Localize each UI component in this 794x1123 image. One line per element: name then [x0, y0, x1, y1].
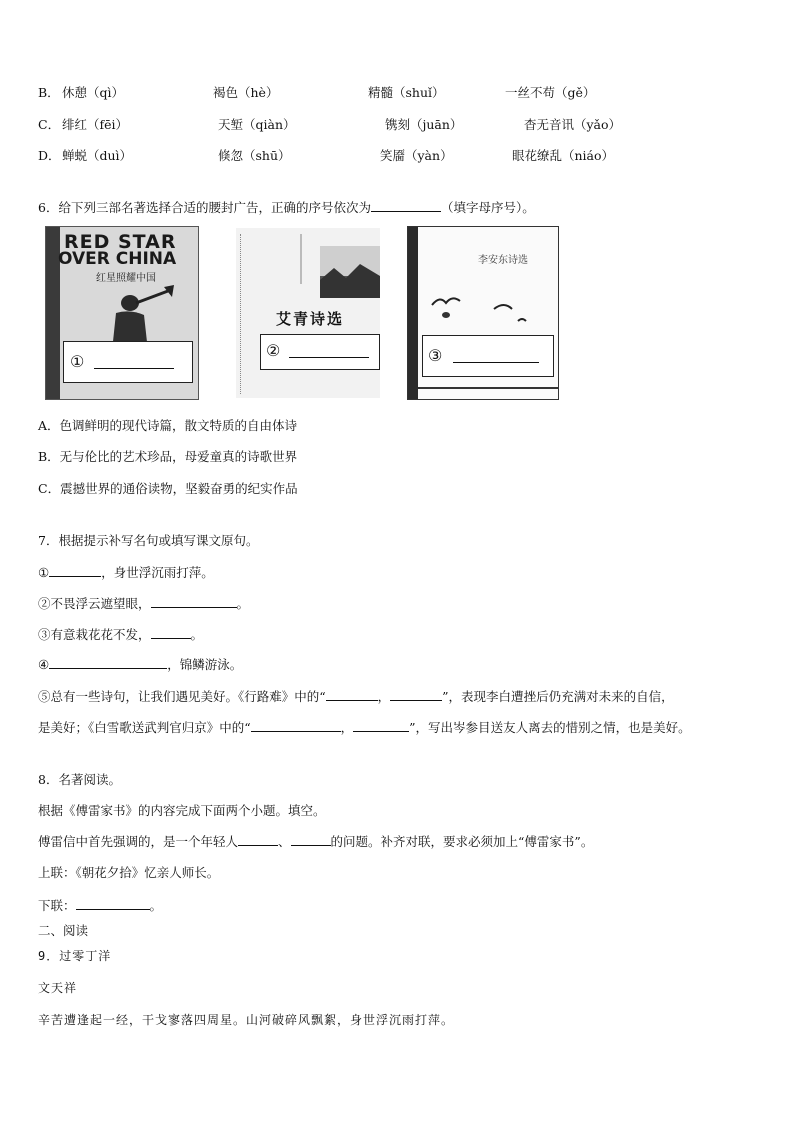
q6-option-c: C．震撼世界的通俗读物，坚毅奋勇的纪实作品 — [38, 481, 298, 496]
q5-option-b — [38, 83, 60, 101]
q5-b-item-3: 精髓（shuǐ） — [368, 85, 445, 100]
book-3-blank[interactable] — [453, 350, 539, 363]
option-label: D． — [38, 148, 61, 163]
option-label: B． — [38, 85, 60, 100]
book-1-blank[interactable] — [94, 356, 174, 369]
book-cover-ai-qing — [236, 228, 380, 398]
q8-lower-blank[interactable] — [76, 897, 150, 910]
q6-stem-text: 6．给下列三部名著选择合适的腰封广告，正确的序号依次为 — [38, 200, 371, 215]
book-2-answer-box — [260, 334, 380, 370]
q7-5-text-a: ⑤总有一些诗句，让我们遇见美好。《行路难》中的“ — [38, 689, 326, 704]
book-2-blank[interactable] — [289, 345, 369, 358]
marker-2: ② — [266, 341, 281, 360]
q5-c-item-3: 镌刻（juān） — [385, 117, 463, 132]
q6-option-b: B．无与伦比的艺术珍品，母爱童真的诗歌世界 — [38, 449, 298, 464]
q7-item-4 — [38, 655, 242, 673]
q9-poem-line-1: 辛苦遭逢起一经，干戈寥落四周星。山河破碎风飘絮，身世浮沉雨打萍。 — [38, 1013, 455, 1027]
book-spine — [408, 227, 418, 399]
book-title-en-1: RED STAR — [64, 231, 177, 253]
q7-stem: 7．根据提示补写名句或填写课文原句。 — [38, 533, 259, 548]
q7-5-comma: ， — [377, 689, 391, 704]
book-1-answer-box — [63, 341, 193, 383]
q7-2-blank[interactable] — [151, 595, 237, 608]
q8-upper-couplet: 上联：《朝花夕拾》忆亲人师长。 — [38, 865, 220, 880]
q5-c-item-1: 绯红（fēi） — [62, 117, 129, 132]
q7-3-blank[interactable] — [151, 626, 191, 639]
q5-d-item-3: 笑靥（yàn） — [380, 148, 453, 163]
q7-5-blank-1[interactable] — [326, 688, 378, 701]
q5-c-item-4: 杳无音讯（yǎo） — [524, 117, 622, 132]
q8-fill-text-b: 的问题。补齐对联，要求必须加上“傅雷家书”。 — [330, 834, 594, 849]
q5-b-item-1: 休憩（qì） — [62, 85, 124, 100]
q6-stem — [38, 198, 535, 216]
q8-blank-1[interactable] — [238, 833, 278, 846]
book-title-cn: 艾青诗选 — [276, 310, 345, 328]
q5-option-c — [38, 115, 60, 133]
q7-4-suffix: ，锦鳞游泳。 — [167, 657, 243, 672]
q8-lower-end: 。 — [149, 898, 163, 913]
q5-d-item-2: 倏忽（shū） — [218, 148, 291, 163]
q5-d-item-4: 眼花缭乱（niáo） — [512, 148, 615, 163]
q8-intro: 根据《傅雷家书》的内容完成下面两个小题。填空。 — [38, 803, 326, 818]
cover-photo — [320, 246, 380, 298]
q6-answer-blank[interactable] — [371, 199, 441, 212]
q7-5-blank-2[interactable] — [390, 688, 442, 701]
book-cover-red-star — [45, 226, 199, 400]
q7-6-blank-2[interactable] — [353, 719, 409, 732]
q8-blank-2[interactable] — [291, 833, 331, 846]
bottom-rule — [418, 387, 558, 389]
book-3-answer-box — [422, 335, 554, 377]
q5-b-item-2: 褐色（hè） — [213, 85, 279, 100]
marker-1: ① — [70, 352, 85, 371]
q7-6-text-a: 是美好；《白雪歌送武判官归京》中的“ — [38, 720, 251, 735]
option-label: C． — [38, 117, 61, 132]
q8-fill-sep: 、 — [278, 834, 291, 849]
section-heading-reading: 二、阅读 — [38, 923, 89, 938]
q5-option-d — [38, 146, 61, 164]
q7-item-5 — [38, 687, 674, 705]
q8-lower-couplet — [38, 896, 162, 914]
q7-4-blank[interactable] — [49, 656, 167, 669]
q7-3-suffix: 。 — [190, 627, 204, 642]
q7-3-prefix: ③有意栽花花不发， — [38, 627, 151, 642]
q7-item-2 — [38, 594, 249, 612]
q7-1-blank[interactable] — [49, 564, 101, 577]
spine-text-strip — [300, 234, 302, 284]
q7-item-3 — [38, 625, 203, 643]
book-spine — [240, 234, 249, 394]
book-title-cn: 李安东诗选 — [478, 255, 528, 266]
q7-6-comma: ， — [340, 720, 354, 735]
q6-option-a: A．色调鲜明的现代诗篇，散文特质的自由体诗 — [38, 418, 298, 433]
q7-2-prefix: ②不畏浮云遮望眼， — [38, 596, 151, 611]
q7-item-1 — [38, 563, 214, 581]
book-cover-poetry-3 — [407, 226, 559, 400]
q6-stem-hint: （填字母序号）。 — [440, 200, 535, 215]
seabird-illustration — [422, 291, 556, 335]
q9-title: 9．过零丁洋 — [38, 949, 112, 963]
q5-d-item-1: 蝉蜕（duì） — [62, 148, 133, 163]
book-title-en-2: OVER CHINA — [58, 249, 177, 269]
q7-6-blank-1[interactable] — [251, 719, 341, 732]
q9-author: 文天祥 — [38, 981, 78, 995]
q5-b-item-4: 一丝不苟（gě） — [505, 85, 596, 100]
q7-item-5-cont — [38, 718, 691, 736]
q8-title: 8．名著阅读。 — [38, 772, 121, 787]
marker-3: ③ — [428, 346, 443, 365]
q5-c-item-2: 天堑（qiàn） — [218, 117, 296, 132]
q7-1-suffix: ，身世浮沉雨打萍。 — [101, 565, 214, 580]
q7-5-text-b: ”，表现李白遭挫后仍充满对未来的自信， — [442, 689, 674, 704]
book-title-cn: 红星照耀中国 — [96, 273, 156, 284]
q8-fill-line — [38, 832, 593, 850]
landscape-photo — [320, 246, 380, 298]
q8-fill-text-a: 傅雷信中首先强调的，是一个年轻人 — [38, 834, 239, 849]
q7-6-text-b: ”，写出岑参目送友人离去的惜别之情，也是美好。 — [409, 720, 691, 735]
q7-1-prefix: ① — [38, 565, 50, 580]
q7-4-prefix: ④ — [38, 657, 50, 672]
q7-2-suffix: 。 — [236, 596, 250, 611]
q8-lower-label: 下联： — [38, 898, 76, 913]
